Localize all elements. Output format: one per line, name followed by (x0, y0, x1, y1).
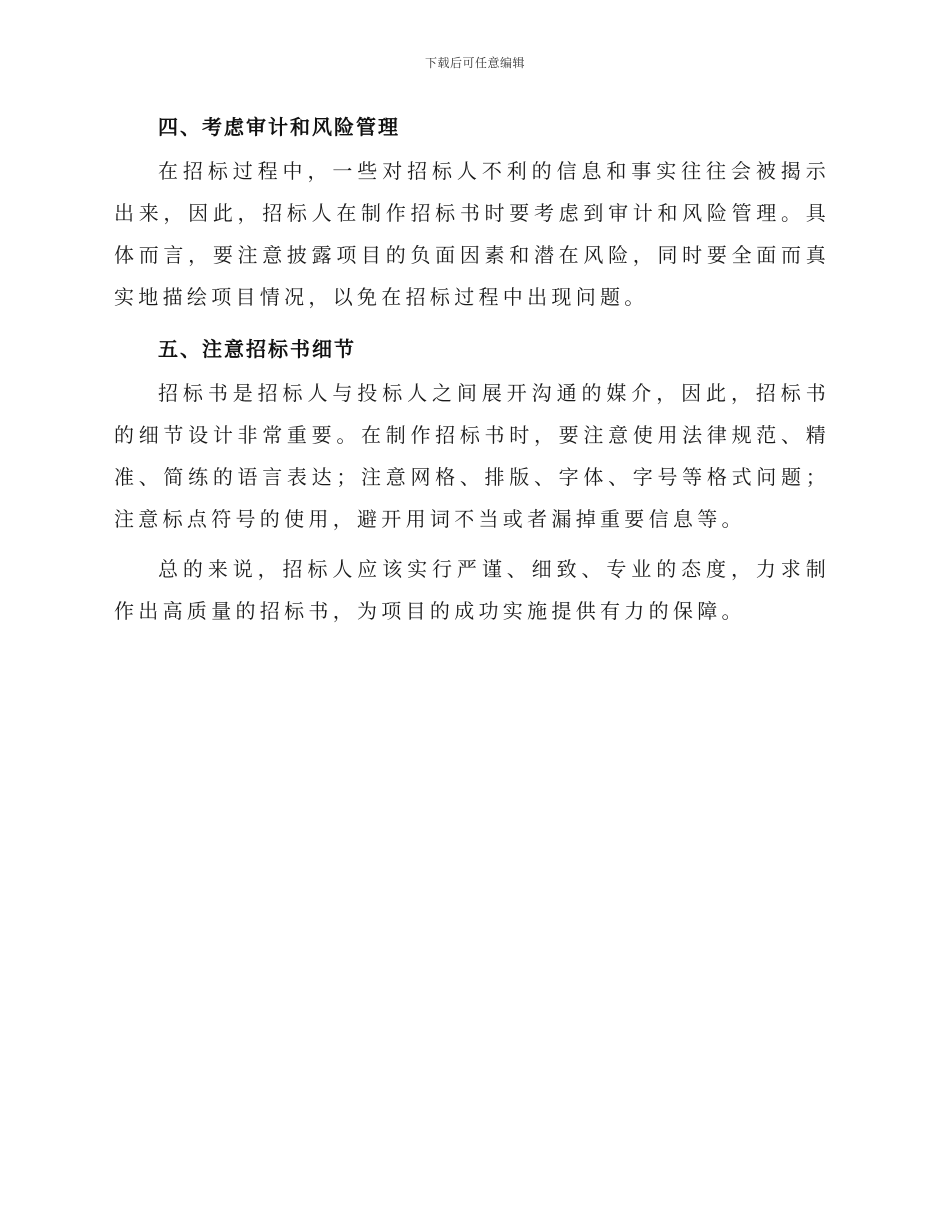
page-header: 下载后可任意编辑 (424, 56, 525, 70)
section-audit-risk (114, 108, 830, 318)
section-heading: 四、考虑审计和风险管理 (158, 115, 400, 139)
body-paragraph: 在招标过程中，一些对招标人不利的信息和事实往往会被揭示出来，因此，招标人在制作招标书时要考虑到审计和风险管理。具体而言，要注意披露项目的负面因素和潜在风险，同时要全面而真实地描绘项目情况，以免在招标过程中出现问题。 (114, 159, 830, 309)
conclusion-paragraph: 总的来说，招标人应该实行严谨、细致、专业的态度，力求制作出高质量的招标书，为项目的成功实施提供有力的保障。 (114, 557, 830, 623)
document-body (114, 108, 830, 632)
section-tender-details (114, 330, 830, 632)
section-heading: 五、注意招标书细节 (158, 337, 356, 361)
body-paragraph: 招标书是招标人与投标人之间展开沟通的媒介，因此，招标书的细节设计非常重要。在制作招标书时，要注意使用法律规范、精准、简练的语言表达；注意网格、排版、字体、字号等格式问题；注意标点符号的使用，避开用词不当或者漏掉重要信息等。 (114, 381, 830, 531)
